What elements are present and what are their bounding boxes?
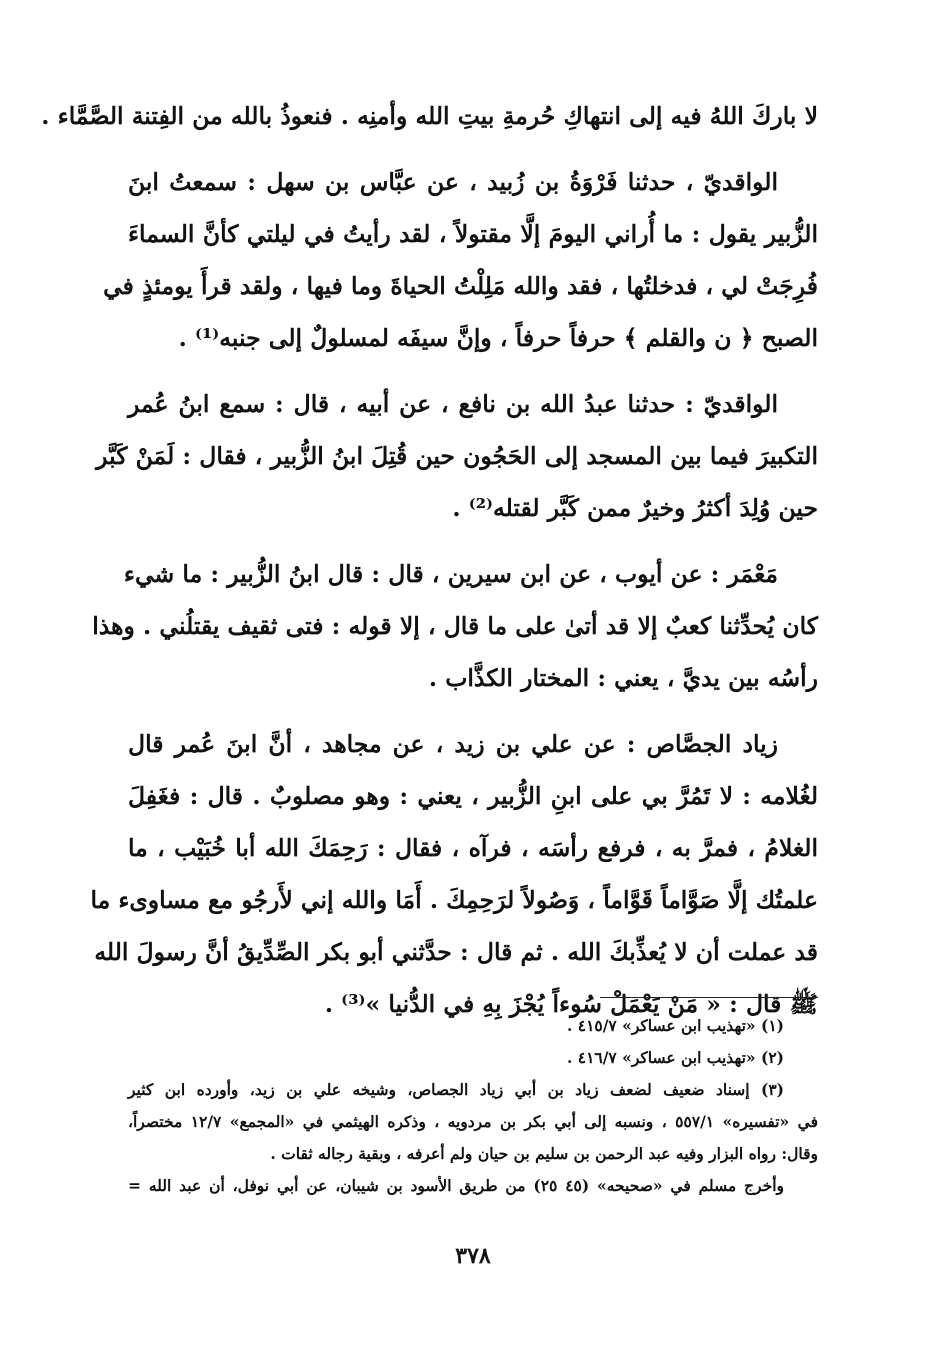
footnote-1: (١) «تهذيب ابن عساكر» ٤١٥/٧ . bbox=[566, 1016, 784, 1035]
text-line: الزُّبير يقول : ما أُراني اليومَ إلَّا مقتولاً ، لقد رأيتُ في ليلتي كأنَّ السماءَ bbox=[128, 220, 818, 248]
text-line: التكبيرَ فيما بين المسجد إلى الحَجُون حين قُتِلَ ابنُ الزُّبير ، فقال : لَمَنْ كَبَّر bbox=[96, 442, 818, 470]
text-line: مَعْمَر : عن أيوب ، عن ابن سيرين ، قال : قال ابنُ الزُّبير : ما شيء bbox=[123, 560, 778, 588]
text-line: قد عملت أن لا يُعذِّبكَ الله . ثم قال : حدَّثني أبو بكر الصِّدِّيقُ أنَّ رسولَ الله bbox=[94, 938, 818, 966]
paragraph-2 bbox=[103, 156, 818, 364]
text-line: لا باركَ اللهُ فيه إلى انتهاكِ حُرمةِ بيتِ الله وأمنِه . فنعوذُ بالله من الفِتنة الصَّمَّاء . bbox=[41, 102, 818, 130]
text-line: حين وُلِدَ أكثرُ وخيرٌ ممن كَبَّر لقتله⁽²⁾ . bbox=[452, 494, 818, 522]
footnote-3-cont: وأخرج مسلم في «صحيحه» (٤٥ ٢٥) من طريق الأسود بن شيبان، عن أبي نوفل، أن عبد الله = bbox=[128, 1176, 784, 1195]
text-line: الواقديّ ، حدثنا فَرْوَةُ بن زُبيد ، عن عبَّاس بن سهل : سمعتُ ابنَ bbox=[128, 168, 778, 196]
footnote-3-cont: وقال: رواه البزار وفيه عبد الرحمن بن سليم بن حيان ولم أعرفه ، وبقية رجاله ثقات . bbox=[270, 1144, 818, 1163]
text-line: الغلامُ ، فمرَّ به ، فرفع رأسَه ، فرآه ، فقال : رَحِمَكَ الله أبا خُبَيْب ، ما bbox=[128, 834, 818, 862]
text-line: علمتُك إلَّا صَوَّاماً قَوَّاماً ، وَصُولاً لرَحِمِكَ . أَمَا والله إني لأَرجُو مع مساوىء ما bbox=[90, 886, 818, 914]
paragraph-5 bbox=[90, 718, 818, 1030]
page-number: ٣٧٨ bbox=[455, 1243, 491, 1269]
paragraph-4 bbox=[92, 548, 818, 704]
text-line: الصبح ﴿ ن والقلم ﴾ حرفاً حرفاً ، وإنَّ سيفَه لمسلولٌ إلى جنبه⁽¹⁾ . bbox=[178, 324, 818, 352]
text-line: رأسُه بين يديَّ ، يعني : المختار الكذَّاب . bbox=[428, 664, 818, 692]
footnote-3: (٣) إسناد ضعيف لضعف زياد بن أبي زياد الجصاص، وشيخه علي بن زيد، وأورده ابن كثير bbox=[128, 1080, 784, 1099]
footnotes bbox=[128, 1010, 818, 1202]
paragraph-1 bbox=[41, 90, 818, 142]
text-line: زياد الجصَّاص : عن علي بن زيد ، عن مجاهد ، أنَّ ابنَ عُمر قال bbox=[128, 730, 778, 758]
text-line: كان يُحدِّثنا كعبٌ إلا قد أتىٰ على ما قال ، إلا قوله : فتى ثقيف يقتلُني . وهذا bbox=[92, 612, 818, 640]
paragraph-3 bbox=[96, 378, 818, 534]
footnote-separator bbox=[600, 997, 818, 998]
footnote-2: (٢) «تهذيب ابن عساكر» ٤١٦/٧ . bbox=[566, 1048, 784, 1067]
text-line: ﷺ قال : « مَنْ يَعْمَلْ سُوءاً يُجْزَ بِهِ في الدُّنيا »⁽³⁾ . bbox=[324, 990, 818, 1018]
text-line: الواقديّ : حدثنا عبدُ الله بن نافع ، عن أبيه ، قال : سمع ابنُ عُمر bbox=[128, 390, 778, 418]
main-text bbox=[41, 90, 818, 1044]
text-line: لغُلامه : لا تَمُرَّ بي على ابنِ الزُّبير ، يعني : وهو مصلوبٌ . قال : فغَفِلَ bbox=[128, 782, 818, 810]
footnote-3-cont: في «تفسيره» ٥٥٧/١ ، ونسبه إلى أبي بكر بن مردويه ، وذكره الهيثمي في «المجمع» ١٢/٧ مختصراً، bbox=[128, 1112, 818, 1131]
text-line: فُرِجَتْ لي ، فدخلتُها ، فقد والله مَلِلْتُ الحياةَ وما فيها ، ولقد قرأَ يومئذٍ في bbox=[103, 272, 818, 300]
